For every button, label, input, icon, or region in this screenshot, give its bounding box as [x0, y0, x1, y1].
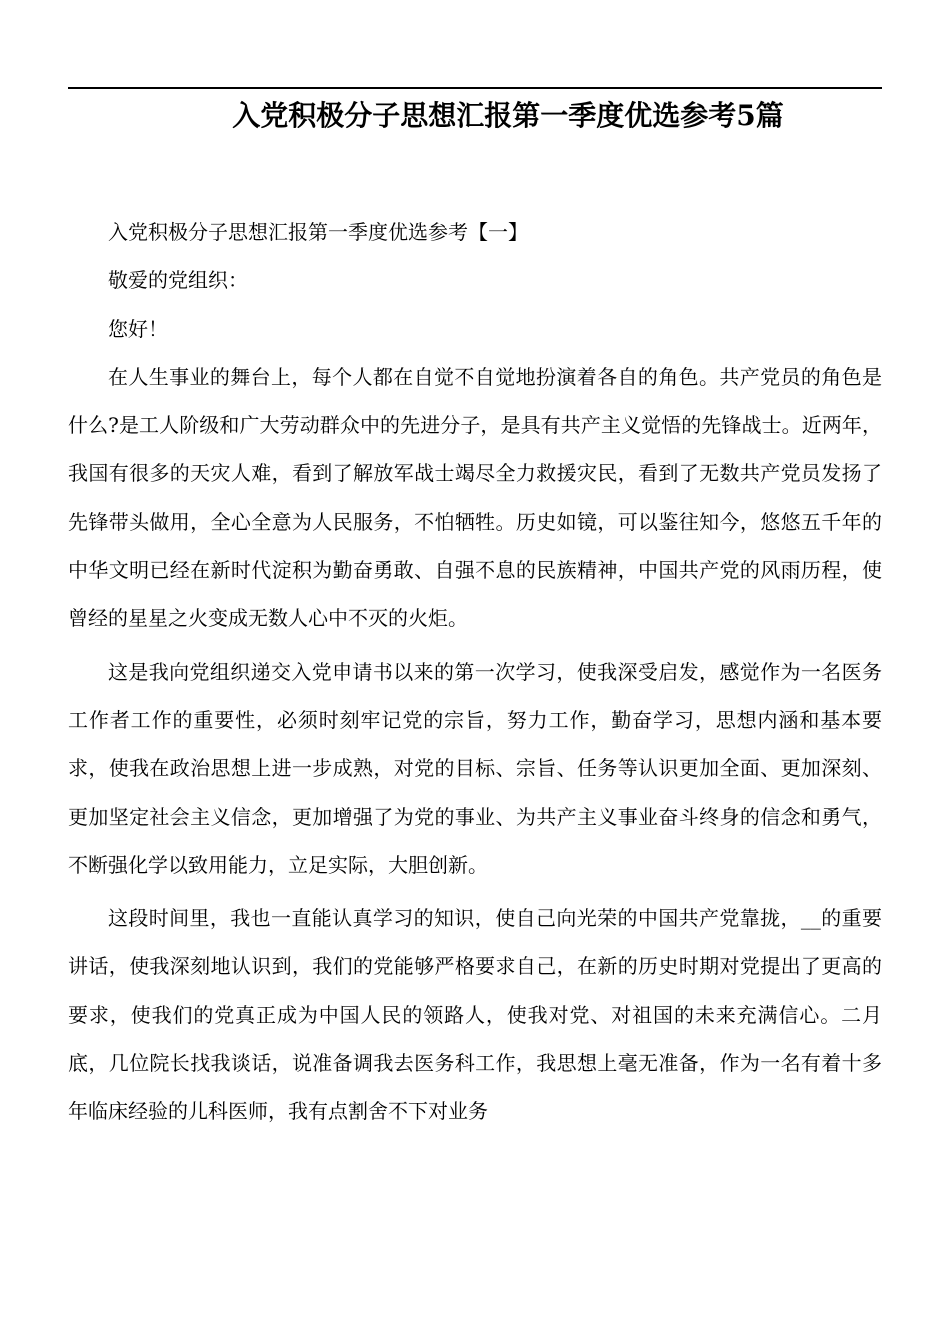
body-paragraph: 这是我向党组织递交入党申请书以来的第一次学习，使我深受启发，感觉作为一名医务工作者工作的重要性，必须时刻牢记党的宗旨，努力工作，勤奋学习，思想内涵和基本要求，使我在政治思想上进一步成熟，对党的目标、宗旨、任务等认识更加全面、更加深刻、更加坚定社会主义信念，更加增强了为党的事业、为共产主义事业奋斗终身的信念和勇气，不断强化学以致用能力，立足实际，大胆创新。 — [68, 659, 882, 877]
section-heading: 入党积极分子思想汇报第一季度优选参考【一】 — [108, 220, 528, 244]
header-rule — [68, 87, 882, 89]
document-body — [68, 208, 882, 1136]
salutation: 敬爱的党组织： — [108, 268, 248, 293]
document-title: 入党积极分子思想汇报第一季度优选参考5篇 — [232, 99, 784, 132]
body-paragraph: 这段时间里，我也一直能认真学习的知识，使自己向光荣的中国共产党靠拢，__的重要讲话，使我深刻地认识到，我们的党能够严格要求自己，在新的历史时期对党提出了更高的要求，使我们的党真正成为中国人民的领路人，使我对党、对祖国的未来充满信心。二月底，几位院长找我谈话，说准备调我去医务科工作，我思想上毫无准备，作为一名有着十多年临床经验的儿科医师，我有点割舍不下对业务 — [68, 906, 882, 1124]
greeting: 您好！ — [108, 316, 168, 341]
body-paragraph: 在人生事业的舞台上，每个人都在自觉不自觉地扮演着各自的角色。共产党员的角色是什么?是工人阶级和广大劳动群众中的先进分子，是具有共产主义觉悟的先锋战士。近两年，我国有很多的天灾人难，看到了解放军战士竭尽全力救援灾民，看到了无数共产党员发扬了先锋带头做用，全心全意为人民服务，不怕牺牲。历史如镜，可以鉴往知今，悠悠五千年的中华文明已经在新时代淀积为勤奋勇敢、自强不息的民族精神，中国共产党的风雨历程，使曾经的星星之火变成无数人心中不灭的火炬。 — [68, 364, 882, 631]
